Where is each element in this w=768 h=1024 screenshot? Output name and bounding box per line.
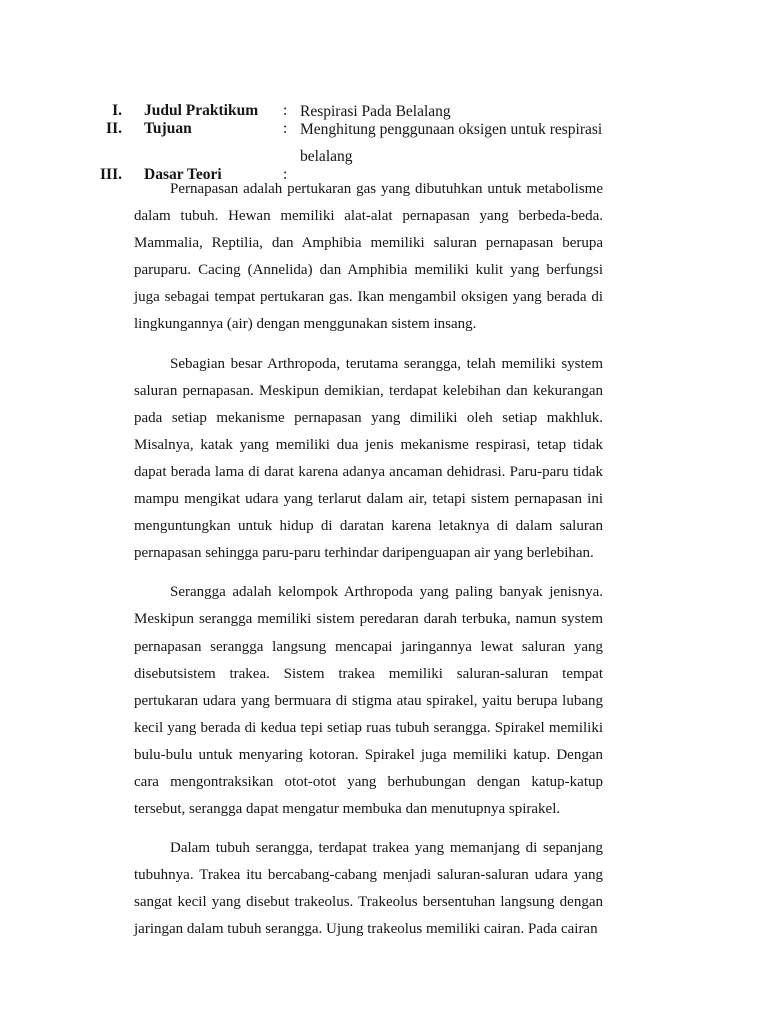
- section-number: III.: [100, 166, 122, 183]
- heading-label: Judul Praktikum: [144, 102, 259, 119]
- paragraph: Dalam tubuh serangga, terdapat trakea yang memanjang di sepanjang tubuhnya. Trakea itu bercabang-cabang menjadi saluran-saluran udara yang sangat kecil yang disebut trakeolus. Trakeolus bersentuhan langsung dengan jaringan dalam tubuh serangga. Ujung trakeolus memiliki cairan. Pada cairan: [134, 840, 603, 938]
- section-number: II.: [106, 120, 122, 137]
- section-number: I.: [112, 102, 122, 119]
- heading-value: Menghitung penggunaan oksigen untuk respirasi belalang: [300, 121, 603, 165]
- heading-label: Dasar Teori: [144, 166, 222, 183]
- heading-label: Tujuan: [144, 120, 192, 137]
- colon: :: [283, 120, 288, 137]
- paragraph: Serangga adalah kelompok Arthropoda yang paling banyak jenisnya. Meskipun serangga memiliki sistem peredaran darah terbuka, namun system pernapasan serangga langsung mencapai jaringannya lewat saluran yang disebutsistem trakea. Sistem trakea memiliki saluran-saluran tempat pertukaran udara yang bermuara di stigma atau spirakel, yaitu berupa lubang kecil yang berada di kedua tepi setiap ruas tubuh serangga. Spirakel memiliki bulu-bulu untuk menyaring kotoran. Spirakel juga memiliki katup. Dengan cara mengontraksikan otot-otot yang berhubungan dengan katup-katup tersebut, serangga dapat mengatur membuka dan menutupnya spirakel.: [134, 584, 603, 818]
- colon: :: [283, 102, 288, 119]
- paragraph: Pernapasan adalah pertukaran gas yang dibutuhkan untuk metabolisme dalam tubuh. Hewan memiliki alat-alat pernapasan yang berbeda-beda. Mammalia, Reptilia, dan Amphibia memiliki saluran pernapasan berupa paruparu. Cacing (Annelida) dan Amphibia memiliki kulit yang berfungsi juga sebagai tempat pertukaran gas. Ikan mengambil oksigen yang berada di lingkungannya (air) dengan menggunakan sistem insang.: [134, 181, 603, 333]
- colon: :: [283, 166, 288, 183]
- heading-value: Respirasi Pada Belalang: [300, 103, 451, 120]
- body-text: [134, 176, 603, 956]
- paragraph: Sebagian besar Arthropoda, terutama serangga, telah memiliki system saluran pernapasan. Meskipun demikian, terdapat kelebihan dan kekurangan pada setiap mekanisme pernapasan yang dimiliki oleh setiap makhluk. Misalnya, katak yang memiliki dua jenis mekanisme respirasi, tetap tidak dapat berada lama di darat karena adanya ancaman dehidrasi. Paru-paru tidak mampu mengikat udara yang terlarut dalam air, tetapi sistem pernapasan ini menguntungkan untuk hidup di daratan karena letaknya di dalam saluran pernapasan sehingga paru-paru terhindar daripenguapan air yang berlebihan.: [134, 355, 603, 562]
